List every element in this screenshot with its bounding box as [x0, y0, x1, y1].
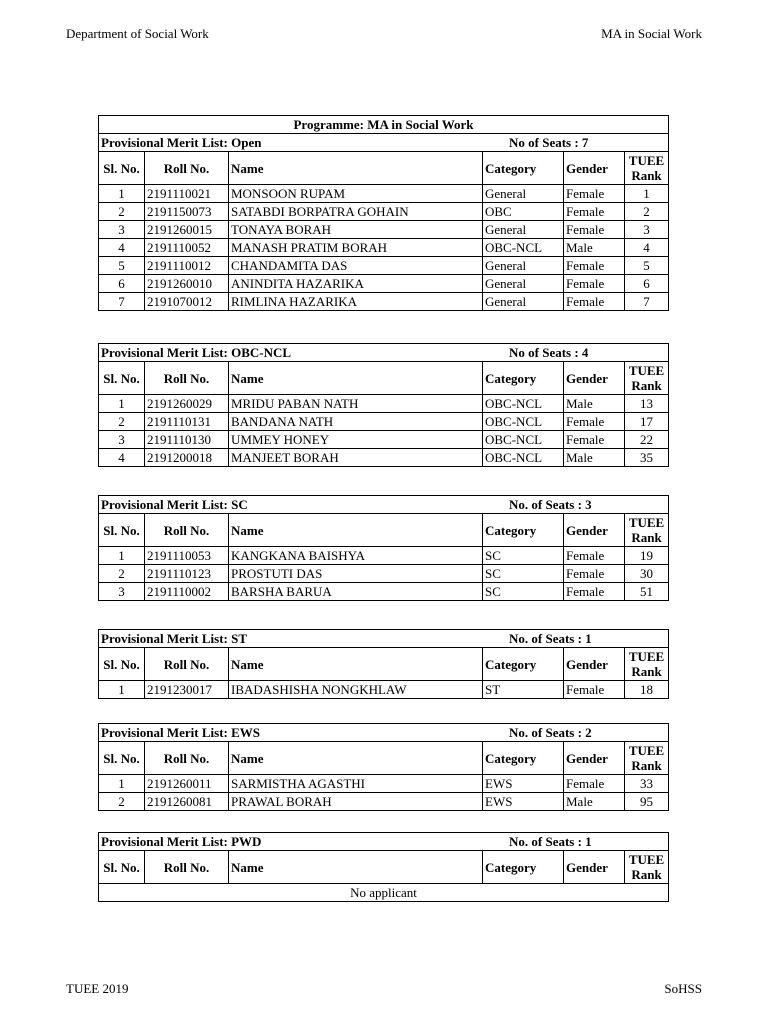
cell-tuee-rank: 95	[625, 793, 669, 811]
cell-tuee-rank: 17	[625, 413, 669, 431]
cell-gender: Female	[564, 203, 625, 221]
cell-tuee-rank: 6	[625, 275, 669, 293]
col-header-name: Name	[229, 742, 483, 775]
cell-tuee-rank: 13	[625, 395, 669, 413]
merit-list-title: Provisional Merit List: ST	[101, 631, 248, 646]
cell-gender: Male	[564, 449, 625, 467]
cell-sl-no: 2	[99, 413, 145, 431]
cell-name: MRIDU PABAN NATH	[229, 395, 483, 413]
no-applicant-note: No applicant	[99, 884, 669, 902]
col-header-rank: Rank	[631, 168, 662, 183]
merit-list-table	[98, 832, 669, 902]
col-header-category: Category	[483, 851, 564, 884]
table-row	[99, 257, 669, 275]
col-header-name: Name	[229, 514, 483, 547]
merit-list-title: Provisional Merit List: EWS	[101, 725, 261, 740]
cell-category: OBC-NCL	[483, 431, 564, 449]
col-header-tuee-rank	[625, 742, 669, 775]
col-header-category: Category	[483, 152, 564, 185]
cell-roll-no: 2191260081	[145, 793, 229, 811]
col-header-name: Name	[229, 648, 483, 681]
merit-list-table	[98, 115, 669, 311]
cell-category: OBC-NCL	[483, 239, 564, 257]
merit-list-table	[98, 723, 669, 811]
table-row	[99, 395, 669, 413]
cell-roll-no: 2191110130	[145, 431, 229, 449]
cell-tuee-rank: 3	[625, 221, 669, 239]
cell-sl-no: 2	[99, 793, 145, 811]
cell-sl-no: 2	[99, 203, 145, 221]
table-row	[99, 793, 669, 811]
table-row	[99, 203, 669, 221]
cell-category: General	[483, 275, 564, 293]
table-row	[99, 275, 669, 293]
cell-category: OBC	[483, 203, 564, 221]
col-header-sl-no: Sl. No.	[99, 742, 145, 775]
cell-sl-no: 5	[99, 257, 145, 275]
cell-tuee-rank: 4	[625, 239, 669, 257]
table-row	[99, 565, 669, 583]
col-header-gender: Gender	[564, 152, 625, 185]
cell-sl-no: 3	[99, 431, 145, 449]
seat-count: No of Seats : 7	[509, 135, 589, 150]
seat-count: No. of Seats : 2	[509, 725, 592, 740]
page-header-programme: MA in Social Work	[601, 26, 702, 41]
table-row	[99, 431, 669, 449]
cell-roll-no: 2191260029	[145, 395, 229, 413]
table-row	[99, 547, 669, 565]
col-header-tuee: TUEE	[628, 649, 665, 664]
cell-sl-no: 3	[99, 583, 145, 601]
col-header-roll-no: Roll No.	[145, 648, 229, 681]
col-header-gender: Gender	[564, 742, 625, 775]
page-header-department: Department of Social Work	[66, 26, 209, 41]
cell-gender: Female	[564, 221, 625, 239]
col-header-gender: Gender	[564, 514, 625, 547]
table-row	[99, 185, 669, 203]
cell-sl-no: 6	[99, 275, 145, 293]
col-header-tuee: TUEE	[628, 743, 665, 758]
col-header-gender: Gender	[564, 851, 625, 884]
table-row	[99, 239, 669, 257]
programme-title: Programme: MA in Social Work	[99, 116, 669, 134]
col-header-sl-no: Sl. No.	[99, 648, 145, 681]
cell-sl-no: 3	[99, 221, 145, 239]
col-header-tuee: TUEE	[628, 153, 665, 168]
col-header-rank: Rank	[631, 530, 662, 545]
cell-roll-no: 2191200018	[145, 449, 229, 467]
cell-gender: Male	[564, 395, 625, 413]
cell-gender: Female	[564, 775, 625, 793]
col-header-tuee-rank	[625, 648, 669, 681]
cell-roll-no: 2191110052	[145, 239, 229, 257]
merit-list-title: Provisional Merit List: PWD	[101, 834, 262, 849]
seat-count: No. of Seats : 1	[509, 631, 592, 646]
table-row	[99, 681, 669, 699]
cell-name: PRAWAL BORAH	[229, 793, 483, 811]
cell-gender: Female	[564, 681, 625, 699]
cell-sl-no: 4	[99, 239, 145, 257]
cell-category: General	[483, 185, 564, 203]
cell-name: UMMEY HONEY	[229, 431, 483, 449]
cell-name: IBADASHISHA NONGKHLAW	[229, 681, 483, 699]
cell-gender: Male	[564, 793, 625, 811]
seat-count: No. of Seats : 1	[509, 834, 592, 849]
cell-gender: Female	[564, 293, 625, 311]
col-header-tuee: TUEE	[628, 363, 665, 378]
cell-sl-no: 1	[99, 681, 145, 699]
cell-tuee-rank: 30	[625, 565, 669, 583]
cell-gender: Female	[564, 185, 625, 203]
cell-sl-no: 1	[99, 775, 145, 793]
merit-list-table	[98, 629, 669, 699]
cell-roll-no: 2191260010	[145, 275, 229, 293]
cell-tuee-rank: 18	[625, 681, 669, 699]
col-header-sl-no: Sl. No.	[99, 362, 145, 395]
table-row	[99, 221, 669, 239]
cell-name: PROSTUTI DAS	[229, 565, 483, 583]
col-header-category: Category	[483, 648, 564, 681]
col-header-tuee: TUEE	[628, 515, 665, 530]
col-header-category: Category	[483, 362, 564, 395]
col-header-rank: Rank	[631, 664, 662, 679]
cell-roll-no: 2191110131	[145, 413, 229, 431]
merit-list-table	[98, 495, 669, 601]
col-header-tuee-rank	[625, 362, 669, 395]
col-header-name: Name	[229, 851, 483, 884]
col-header-category: Category	[483, 514, 564, 547]
table-row	[99, 413, 669, 431]
cell-tuee-rank: 35	[625, 449, 669, 467]
cell-category: EWS	[483, 775, 564, 793]
cell-gender: Female	[564, 547, 625, 565]
col-header-roll-no: Roll No.	[145, 514, 229, 547]
cell-gender: Female	[564, 413, 625, 431]
seat-count: No. of Seats : 3	[509, 497, 592, 512]
table-row	[99, 775, 669, 793]
col-header-tuee-rank	[625, 514, 669, 547]
table-row	[99, 449, 669, 467]
merit-list-title: Provisional Merit List: OBC-NCL	[101, 345, 292, 360]
cell-roll-no: 2191110053	[145, 547, 229, 565]
cell-tuee-rank: 7	[625, 293, 669, 311]
cell-name: MANJEET BORAH	[229, 449, 483, 467]
merit-list-title: Provisional Merit List: SC	[101, 497, 248, 512]
cell-sl-no: 1	[99, 185, 145, 203]
col-header-tuee-rank	[625, 851, 669, 884]
cell-category: EWS	[483, 793, 564, 811]
cell-roll-no: 2191110123	[145, 565, 229, 583]
cell-name: ANINDITA HAZARIKA	[229, 275, 483, 293]
cell-name: MANASH PRATIM BORAH	[229, 239, 483, 257]
col-header-rank: Rank	[631, 378, 662, 393]
page-footer-exam: TUEE 2019	[66, 981, 129, 996]
cell-tuee-rank: 33	[625, 775, 669, 793]
cell-tuee-rank: 5	[625, 257, 669, 275]
cell-gender: Female	[564, 257, 625, 275]
col-header-name: Name	[229, 362, 483, 395]
col-header-sl-no: Sl. No.	[99, 152, 145, 185]
cell-sl-no: 4	[99, 449, 145, 467]
cell-sl-no: 2	[99, 565, 145, 583]
cell-gender: Female	[564, 275, 625, 293]
page-footer-school: SoHSS	[664, 981, 702, 996]
cell-gender: Male	[564, 239, 625, 257]
col-header-roll-no: Roll No.	[145, 362, 229, 395]
cell-tuee-rank: 2	[625, 203, 669, 221]
cell-category: ST	[483, 681, 564, 699]
col-header-roll-no: Roll No.	[145, 152, 229, 185]
cell-roll-no: 2191230017	[145, 681, 229, 699]
col-header-name: Name	[229, 152, 483, 185]
cell-name: SARMISTHA AGASTHI	[229, 775, 483, 793]
cell-gender: Female	[564, 431, 625, 449]
cell-roll-no: 2191150073	[145, 203, 229, 221]
cell-category: SC	[483, 565, 564, 583]
col-header-sl-no: Sl. No.	[99, 514, 145, 547]
col-header-category: Category	[483, 742, 564, 775]
cell-tuee-rank: 51	[625, 583, 669, 601]
table-row	[99, 293, 669, 311]
col-header-gender: Gender	[564, 362, 625, 395]
col-header-roll-no: Roll No.	[145, 742, 229, 775]
merit-list-table	[98, 343, 669, 467]
col-header-gender: Gender	[564, 648, 625, 681]
cell-name: BARSHA BARUA	[229, 583, 483, 601]
cell-category: OBC-NCL	[483, 413, 564, 431]
cell-tuee-rank: 1	[625, 185, 669, 203]
cell-category: General	[483, 221, 564, 239]
cell-name: RIMLINA HAZARIKA	[229, 293, 483, 311]
cell-name: TONAYA BORAH	[229, 221, 483, 239]
cell-name: SATABDI BORPATRA GOHAIN	[229, 203, 483, 221]
cell-tuee-rank: 22	[625, 431, 669, 449]
cell-category: General	[483, 293, 564, 311]
cell-roll-no: 2191260011	[145, 775, 229, 793]
cell-sl-no: 7	[99, 293, 145, 311]
col-header-rank: Rank	[631, 867, 662, 882]
cell-name: BANDANA NATH	[229, 413, 483, 431]
col-header-sl-no: Sl. No.	[99, 851, 145, 884]
cell-roll-no: 2191110002	[145, 583, 229, 601]
merit-list-title: Provisional Merit List: Open	[101, 135, 262, 150]
cell-sl-no: 1	[99, 547, 145, 565]
col-header-tuee-rank	[625, 152, 669, 185]
cell-tuee-rank: 19	[625, 547, 669, 565]
cell-name: KANGKANA BAISHYA	[229, 547, 483, 565]
col-header-tuee: TUEE	[628, 852, 665, 867]
cell-category: OBC-NCL	[483, 395, 564, 413]
cell-category: SC	[483, 547, 564, 565]
col-header-roll-no: Roll No.	[145, 851, 229, 884]
seat-count: No of Seats : 4	[509, 345, 589, 360]
cell-gender: Female	[564, 583, 625, 601]
cell-roll-no: 2191260015	[145, 221, 229, 239]
cell-name: CHANDAMITA DAS	[229, 257, 483, 275]
cell-gender: Female	[564, 565, 625, 583]
cell-name: MONSOON RUPAM	[229, 185, 483, 203]
cell-roll-no: 2191070012	[145, 293, 229, 311]
table-row	[99, 583, 669, 601]
cell-category: OBC-NCL	[483, 449, 564, 467]
cell-category: General	[483, 257, 564, 275]
cell-roll-no: 2191110021	[145, 185, 229, 203]
cell-category: SC	[483, 583, 564, 601]
cell-roll-no: 2191110012	[145, 257, 229, 275]
cell-sl-no: 1	[99, 395, 145, 413]
col-header-rank: Rank	[631, 758, 662, 773]
